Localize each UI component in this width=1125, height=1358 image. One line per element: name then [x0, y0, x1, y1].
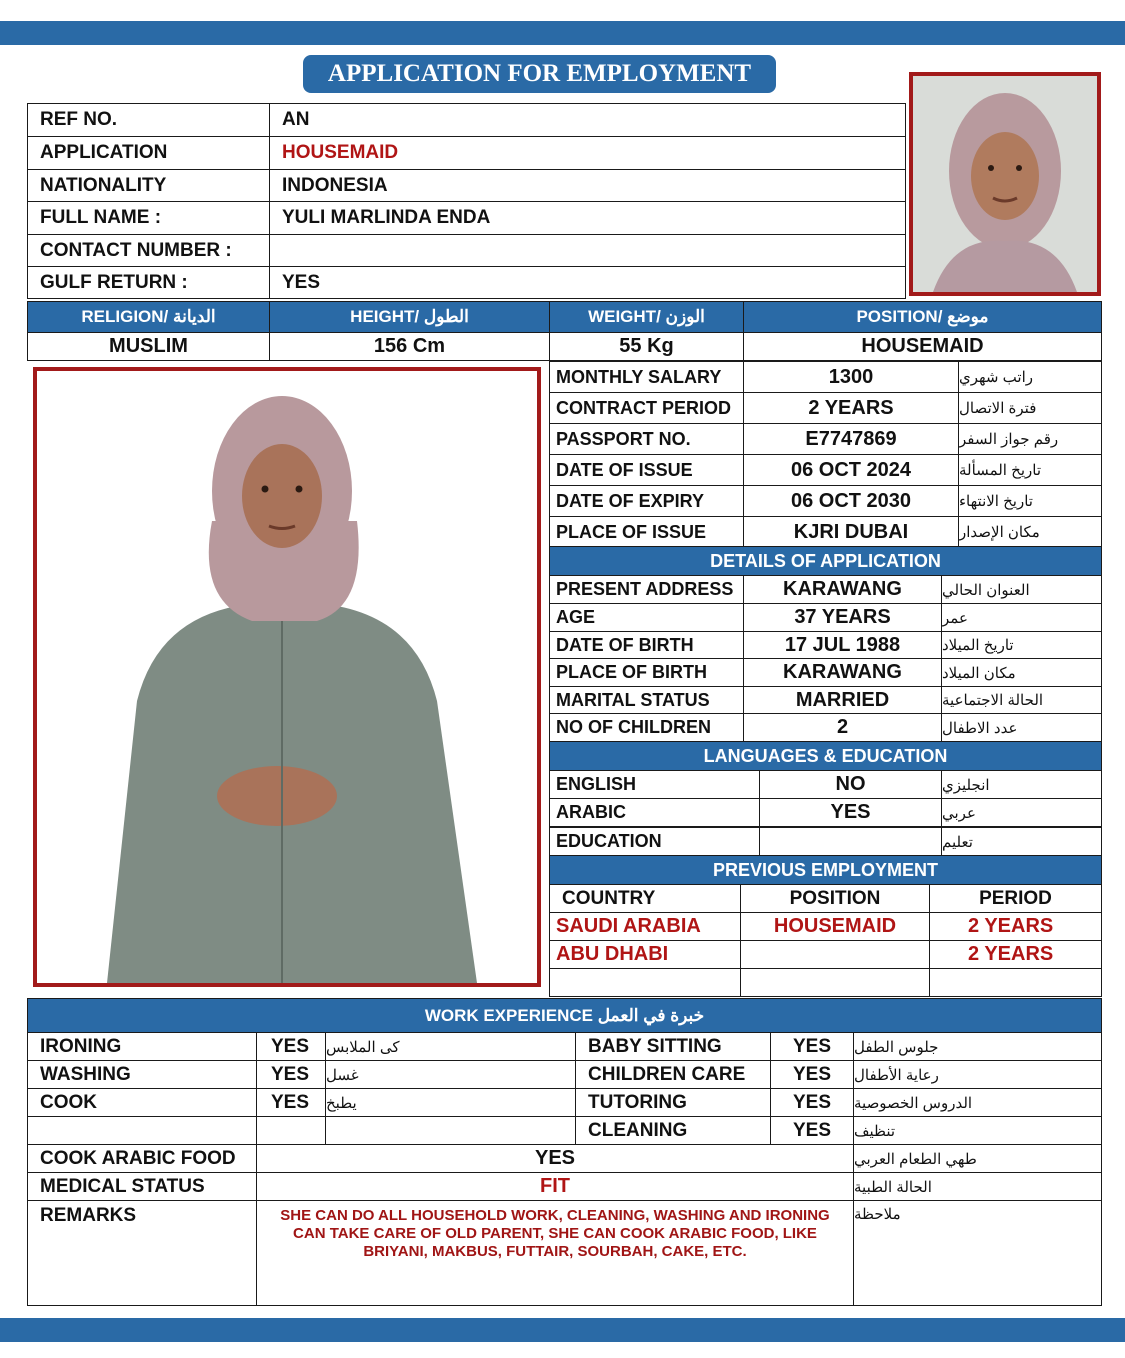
remarks-text: SHE CAN DO ALL HOUSEHOLD WORK, CLEANING, WASHING AND IRONING CAN TAKE CARE OF OLD PARENT, SHE CAN COOK ARABIC FOOD, LIKE BRIYANI, MAKBUS, FUTTAIR, SOURBAH, CAKE, ETC.	[256, 1200, 854, 1306]
arabic-food-value: YES	[256, 1144, 854, 1173]
personal-value: YES	[269, 266, 906, 299]
weight-header: WEIGHT/ الوزن	[549, 301, 744, 333]
contract-value: KJRI DUBAI	[743, 516, 959, 548]
full-body-photo	[33, 367, 541, 987]
work-right-value: YES	[770, 1088, 854, 1117]
work-right-value: YES	[770, 1060, 854, 1089]
personal-value: AN	[269, 103, 906, 137]
language-label: EDUCATION	[549, 827, 760, 856]
position-header: POSITION/ موضع	[743, 301, 1102, 333]
details-value: KARAWANG	[743, 658, 942, 687]
details-label: DATE OF BIRTH	[549, 631, 744, 659]
personal-label: GULF RETURN :	[27, 266, 270, 299]
bottom-band	[0, 1318, 1125, 1342]
employment-position	[740, 968, 930, 997]
religion-value: MUSLIM	[27, 332, 270, 361]
personal-label: NATIONALITY	[27, 169, 270, 202]
portrait-photo	[909, 72, 1101, 296]
details-value: KARAWANG	[743, 575, 942, 604]
contract-arabic-label: تاريخ المسألة	[958, 454, 1102, 486]
contract-arabic-label: رقم جواز السفر	[958, 423, 1102, 455]
details-value: MARRIED	[743, 686, 942, 714]
contract-value: 06 OCT 2024	[743, 454, 959, 486]
details-label: AGE	[549, 603, 744, 632]
work-right-value: YES	[770, 1116, 854, 1145]
details-arabic-label: عمر	[941, 603, 1102, 632]
remarks-arabic: ملاحظة	[853, 1200, 1102, 1306]
work-left-value: YES	[256, 1060, 326, 1089]
employment-period	[929, 968, 1102, 997]
work-left-arabic	[325, 1116, 576, 1145]
details-arabic-label: مكان الميلاد	[941, 658, 1102, 687]
work-right-value: YES	[770, 1032, 854, 1061]
details-label: PRESENT ADDRESS	[549, 575, 744, 604]
details-value: 37 YEARS	[743, 603, 942, 632]
height-value: 156 Cm	[269, 332, 550, 361]
contract-label: CONTRACT PERIOD	[549, 392, 744, 424]
personal-value	[269, 234, 906, 267]
details-value: 17 JUL 1988	[743, 631, 942, 659]
contract-value: 2 YEARS	[743, 392, 959, 424]
medical-arabic: الحالة الطبية	[853, 1172, 1102, 1201]
top-band	[0, 21, 1125, 45]
work-right-label: BABY SITTING	[575, 1032, 771, 1061]
employment-period: 2 YEARS	[929, 940, 1102, 969]
position-value: HOUSEMAID	[743, 332, 1102, 361]
arabic-food-arabic: طهي الطعام العربي	[853, 1144, 1102, 1173]
personal-value: YULI MARLINDA ENDA	[269, 201, 906, 235]
languages-header: LANGUAGES & EDUCATION	[549, 741, 1102, 771]
contract-arabic-label: راتب شهري	[958, 361, 1102, 393]
employment-header: PREVIOUS EMPLOYMENT	[549, 855, 1102, 885]
details-arabic-label: عدد الاطفال	[941, 713, 1102, 742]
medical-label: MEDICAL STATUS	[27, 1172, 257, 1201]
contract-label: DATE OF EXPIRY	[549, 485, 744, 517]
language-value: YES	[759, 798, 942, 827]
employment-country	[549, 968, 741, 997]
weight-value: 55 Kg	[549, 332, 744, 361]
contract-value: 06 OCT 2030	[743, 485, 959, 517]
employment-country: SAUDI ARABIA	[549, 912, 741, 941]
details-header: DETAILS OF APPLICATION	[549, 546, 1102, 576]
contract-value: E7747869	[743, 423, 959, 455]
contract-label: PASSPORT NO.	[549, 423, 744, 455]
details-arabic-label: تاريخ الميلاد	[941, 631, 1102, 659]
medical-value: FIT	[256, 1172, 854, 1201]
details-label: MARITAL STATUS	[549, 686, 744, 714]
employment-period: 2 YEARS	[929, 912, 1102, 941]
work-left-arabic: كى الملابس	[325, 1032, 576, 1061]
employment-column-header: PERIOD	[929, 884, 1102, 913]
language-arabic-label: تعليم	[941, 827, 1102, 856]
work-experience-header: WORK EXPERIENCE خبرة في العمل	[27, 998, 1102, 1033]
contract-label: DATE OF ISSUE	[549, 454, 744, 486]
page-title: APPLICATION FOR EMPLOYMENT	[303, 55, 776, 93]
language-value: NO	[759, 770, 942, 799]
employment-country: ABU DHABI	[549, 940, 741, 969]
arabic-food-label: COOK ARABIC FOOD	[27, 1144, 257, 1173]
employment-position	[740, 940, 930, 969]
personal-label: REF NO.	[27, 103, 270, 137]
religion-header: RELIGION/ الديانة	[27, 301, 270, 333]
work-left-value: YES	[256, 1032, 326, 1061]
contract-value: 1300	[743, 361, 959, 393]
details-value: 2	[743, 713, 942, 742]
height-header: HEIGHT/ الطول	[269, 301, 550, 333]
work-right-label: TUTORING	[575, 1088, 771, 1117]
personal-value: INDONESIA	[269, 169, 906, 202]
language-arabic-label: انجليزي	[941, 770, 1102, 799]
work-left-label: COOK	[27, 1088, 257, 1117]
contract-label: MONTHLY SALARY	[549, 361, 744, 393]
employment-column-header: POSITION	[740, 884, 930, 913]
work-left-label	[27, 1116, 257, 1145]
details-label: NO OF CHILDREN	[549, 713, 744, 742]
language-value	[759, 827, 942, 856]
work-left-value: YES	[256, 1088, 326, 1117]
personal-label: APPLICATION	[27, 136, 270, 170]
language-arabic-label: عربي	[941, 798, 1102, 827]
employment-position: HOUSEMAID	[740, 912, 930, 941]
language-label: ARABIC	[549, 798, 760, 827]
personal-label: FULL NAME :	[27, 201, 270, 235]
employment-column-header: COUNTRY	[549, 884, 741, 913]
work-right-arabic: تنظيف	[853, 1116, 1102, 1145]
contract-arabic-label: تاريخ الانتهاء	[958, 485, 1102, 517]
personal-value: HOUSEMAID	[269, 136, 906, 170]
work-left-label: WASHING	[27, 1060, 257, 1089]
work-left-arabic: يطبخ	[325, 1088, 576, 1117]
details-arabic-label: الحالة الاجتماعية	[941, 686, 1102, 714]
work-right-arabic: الدروس الخصوصية	[853, 1088, 1102, 1117]
details-label: PLACE OF BIRTH	[549, 658, 744, 687]
contract-label: PLACE OF ISSUE	[549, 516, 744, 548]
contract-arabic-label: فترة الاتصال	[958, 392, 1102, 424]
person-headshot-icon	[913, 76, 1097, 292]
language-label: ENGLISH	[549, 770, 760, 799]
personal-label: CONTACT NUMBER :	[27, 234, 270, 267]
work-right-arabic: جلوس الطفل	[853, 1032, 1102, 1061]
contract-arabic-label: مكان الإصدار	[958, 516, 1102, 548]
work-right-label: CLEANING	[575, 1116, 771, 1145]
work-right-arabic: رعاية الأطفال	[853, 1060, 1102, 1089]
work-right-label: CHILDREN CARE	[575, 1060, 771, 1089]
work-left-arabic: غسل	[325, 1060, 576, 1089]
remarks-label: REMARKS	[27, 1200, 257, 1306]
person-fullbody-icon	[37, 371, 537, 983]
details-arabic-label: العنوان الحالي	[941, 575, 1102, 604]
work-left-label: IRONING	[27, 1032, 257, 1061]
work-left-value	[256, 1116, 326, 1145]
